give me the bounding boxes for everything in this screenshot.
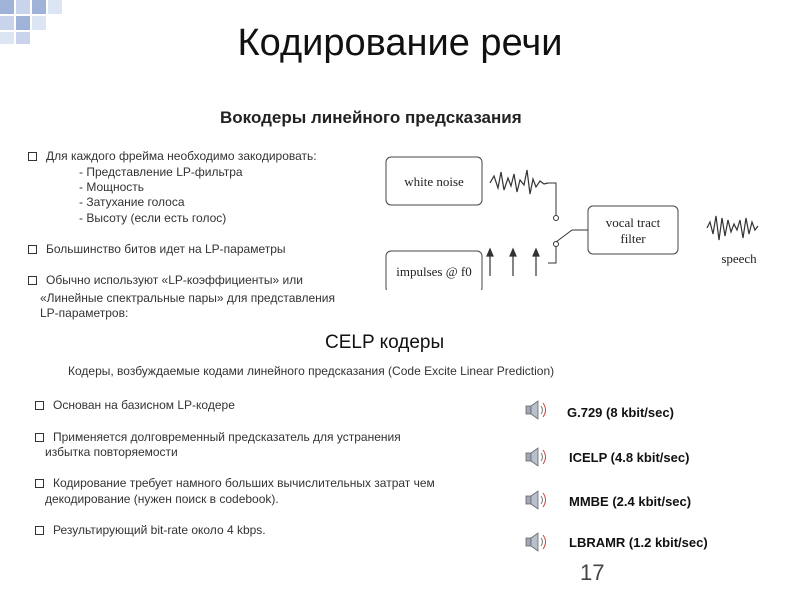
bullet-square-icon <box>28 152 37 161</box>
switch-lever <box>556 230 572 242</box>
bullet-square-icon <box>28 276 37 285</box>
codec-lbramr-speaker[interactable] <box>524 530 550 559</box>
bullet-lp-coeffs-line3: LP-параметров: <box>40 306 129 320</box>
vocal-tract-filter-box <box>588 206 678 254</box>
sub-item-power: - Мощность <box>79 180 145 194</box>
bullet-lp-coeffs: Обычно используют «LP-коэффициенты» или <box>28 273 303 289</box>
filter-label-line1: vocal tract <box>605 215 661 230</box>
sub-item-voice-decay: - Затухание голоса <box>79 195 185 209</box>
slide-title: Кодирование речи <box>237 22 563 64</box>
speaker-icon <box>524 530 550 554</box>
speaker-icon <box>524 488 550 512</box>
codec-g729-label: G.729 (8 kbit/sec) <box>567 405 674 420</box>
bullet-square-icon <box>35 401 44 410</box>
speaker-icon <box>524 398 550 422</box>
bullet-bits-lp: Большинство битов идет на LP-параметры <box>28 242 286 258</box>
switch-contact-top <box>554 216 559 221</box>
speaker-icon <box>524 445 550 469</box>
impulse-line <box>548 246 556 263</box>
celp-subtitle: Кодеры, возбуждаемые кодами линейного предсказания (Code Excite Linear Prediction) <box>68 364 555 378</box>
bullet-frame-params: Для каждого фрейма необходимо закодировать: <box>28 149 317 165</box>
noise-waveform <box>490 170 548 194</box>
speech-waveform <box>707 216 758 240</box>
codec-icelp-label: ICELP (4.8 kbit/sec) <box>569 450 690 465</box>
sub-item-pitch: - Высоту (если есть голос) <box>79 211 227 225</box>
white-noise-label: white noise <box>404 174 464 189</box>
bullet-square-icon <box>35 433 44 442</box>
noise-line <box>548 183 556 216</box>
celp-bullet-complexity-line2: декодирование (нужен поиск в codebook). <box>45 492 279 506</box>
vocoder-diagram <box>380 150 780 290</box>
filter-label-line2: filter <box>620 231 646 246</box>
bullet-square-icon <box>35 479 44 488</box>
impulses-label: impulses @ f0 <box>396 264 472 279</box>
celp-title: CELP кодеры <box>325 332 445 353</box>
codec-g729-speaker[interactable] <box>524 398 550 427</box>
celp-bullet-predictor: Применяется долговременный предсказатель для устранения <box>35 430 401 446</box>
page-number: 17 <box>580 560 605 585</box>
codec-icelp-speaker[interactable] <box>524 445 550 474</box>
bullet-lp-coeffs-line2: «Линейные спектральные пары» для представления <box>40 291 335 305</box>
codec-lbramr-label: LBRAMR (1.2 kbit/sec) <box>569 535 708 550</box>
celp-bullet-complexity: Кодирование требует намного больших вычислительных затрат чем <box>35 476 435 492</box>
codec-mmbe-speaker[interactable] <box>524 488 550 517</box>
impulse-arrows <box>487 249 539 276</box>
switch-contact-bottom <box>554 242 559 247</box>
sub-item-lp-filter: - Представление LP-фильтра <box>79 165 243 179</box>
codec-mmbe-label: MMBE (2.4 kbit/sec) <box>569 494 692 509</box>
bullet-square-icon <box>28 245 37 254</box>
celp-bullet-predictor-line2: избытка повторяемости <box>45 445 178 459</box>
celp-bullet-basis: Основан на базисном LP-кодере <box>35 398 235 414</box>
speech-label: speech <box>721 251 757 266</box>
bullet-square-icon <box>35 526 44 535</box>
slide-subtitle: Вокодеры линейного предсказания <box>220 108 522 127</box>
celp-bullet-bitrate: Результирующий bit-rate около 4 kbps. <box>35 523 266 539</box>
